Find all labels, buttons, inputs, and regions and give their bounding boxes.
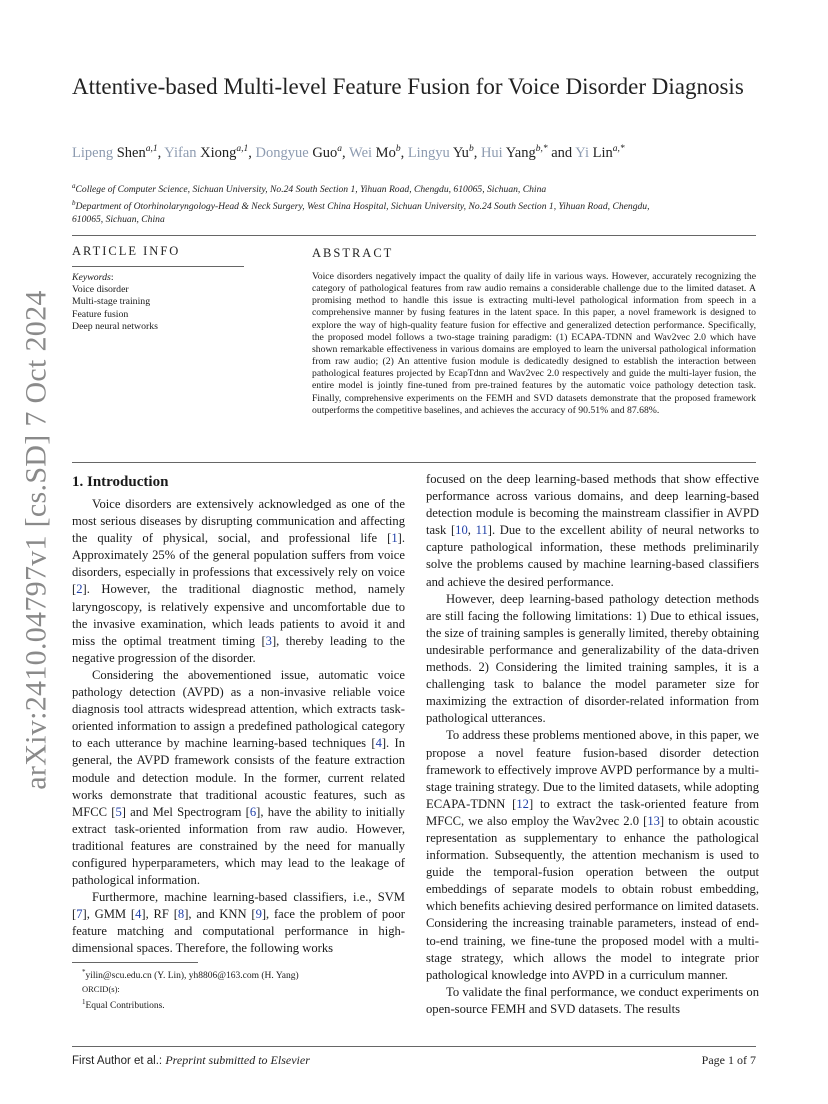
keywords-block: Keywords: Voice disorder Multi-stage training Feature fusion Deep neural networks [72,272,247,333]
footnote [82,996,412,1013]
author[interactable] [256,145,343,161]
author[interactable] [164,145,248,161]
footnote-text: yilin@scu.edu.cn (Y. Lin), yh8806@163.com (H. Yang) [85,971,299,982]
article-info-underline [72,266,244,267]
author-given-name: Lipeng [72,144,114,161]
section-title: 1. Introduction [72,474,169,490]
author-family-name: Yu [452,144,469,161]
author-family-name: Yang [505,144,536,161]
author-family-name: Guo [312,144,338,161]
author-family-name: Lin [592,144,613,161]
abstract-text: Voice disorders negatively impact the quality of daily life in various ways. However, accurately recognizing the category of pathological features from raw audio remains a considerable challenge due to the limited dataset. A promising method to handle this issue is extracting multi-level pathological information from speech in a comprehensive manner by fusing features in the latent space. In this paper, a novel framework is designed to explore the way of high-quality feature fusion for effective and generalized detection performance. Specifically, the proposed model follows a two-stage training paradigm: (1) ECAPA-TDNN and Wav2vec 2.0 which have shown remarkable effectiveness in various domains are employed to learn the universal pathological information from raw audio; (2) An attentive fusion module is dedicatedly designed to establish the interaction between pathological features projected by EcapTdnn and Wav2vec 2.0 respectively and guide the multi-layer fusion, the entire model is jointly fine-tuned from pre-trained features by the automatic voice pathology detection task. Finally, comprehensive experiments on the FEMH and SVD datasets demonstrate that the proposed framework outperforms the competitive baselines, and achieves the accuracy of 90.51% and 87.68%. [312,271,756,416]
paragraph: Furthermore, machine learning-based classifiers, i.e., SVM [7], GMM [4], RF [8], and KNN [9], face the problem of poor feature matching and computational performance in high-dimensional spaces. Therefore, the following works [72,890,406,956]
author-given-name: Wei [349,144,373,161]
citation-link[interactable]: 5 [115,804,122,819]
article-info-heading: ARTICLE INFO [72,244,181,258]
author[interactable] [349,145,401,161]
footnote-text: Equal Contributions. [85,1001,165,1012]
citation-link[interactable]: 8 [177,907,185,922]
citation-link[interactable]: 3 [265,633,272,648]
citation-link[interactable]: 13 [647,813,660,828]
author[interactable] [481,145,548,161]
author-list: Lipeng Shen$^{a,1}$, Yifan Xiong$^{a,1}$, Dongyue Guo$^a$, Wei Mo$^b$, Lingyu Yu$^b$, Hui Yang$^{b,*}$ and Yi Lin$^{a,*}$ [72,144,625,161]
keyword: Feature fusion [72,308,129,320]
page-number: Page 1 of 7 [701,1053,756,1067]
affiliation-text: College of Computer Science, Sichuan University, No.24 South Section 1, Yihuan Road, Chengdu, 610065, Sichuan, China [75,184,547,196]
affiliation-mark: b [72,199,76,208]
citation-link[interactable]: 1 [391,531,398,546]
arxiv-stamp [12,290,62,790]
footnote-text: ORCID(s): [82,983,120,994]
body-column-right [426,471,759,1018]
citation-link[interactable]: 10 [455,523,468,538]
paragraph: However, deep learning-based pathology detection methods are still facing the following limitations: 1) Due to ethical issues, the size of training samples is generally limited, thereby obtaining undesirable performance and generalizability of the data-driven methods. 2) Considering the limited training samples, it is a challenging task to balance the model parameter size for maximizing the extraction of disorder-related information from pathological utterances. [426,591,759,726]
footnote [82,983,412,997]
header-divider [72,235,756,236]
author-given-name: Lingyu [407,144,450,161]
abstract-divider [72,462,756,463]
author-given-name: Dongyue [255,144,309,161]
citation-link[interactable]: 2 [76,582,83,597]
author-affil-mark: a [337,144,343,154]
author-affil-mark: b,* [535,144,548,154]
author-family-name: Shen [116,144,146,161]
body-column-left [72,472,405,958]
keyword: Multi-stage training [72,296,151,308]
keyword: Voice disorder [72,284,129,296]
footer-divider [72,1046,756,1047]
author-given-name: Hui [480,144,503,161]
affiliation [72,180,682,196]
paragraph: Considering the abovementioned issue, automatic voice pathology detection (AVPD) as a non-invasive reliable voice diagnosis tool attracts widespread attention, which extracts task-oriented information to assign a predefined pathological category to each utterance by machine learning-based techniques [4]. In general, the AVPD framework consists of the feature extraction module and detection module. In the former, current related works demonstrate that traditional acoustic features, such as MFCC [5] and Mel Spectrogram [6], have the ability to initially extract task-oriented information from raw audio. However, traditional features are constrained by the need for manually configured hyperparameters, which may lead to the leakage of pathological information. [72,667,405,888]
keyword: Deep neural networks [72,320,158,332]
footer-author-prefix: First Author et al.: [72,1055,166,1067]
paragraph: Voice disorders are extensively acknowledged as one of the most serious diseases by disrupting communication and affecting the quality of physical, social, and professional life [1]. Approximately 25% of the general population suffers from voice disorders, especially in professions that excessively rely on voice [2]. However, the traditional diagnostic method, namely laryngoscopy, is relatively expensive and uncomfortable due to the invasive examination, which leads patients to avoid it and miss the optimal treatment timing [3], thereby leading to the negative progression of the disorder. [72,497,405,665]
keywords-label: Keywords [72,272,111,283]
citation-link[interactable]: 7 [76,907,83,922]
affiliation [72,197,682,226]
affiliation-text: Department of Otorhinolaryngology-Head & Neck Surgery, West China Hospital, Sichuan University, No.24 South Section 1, Yihuan Road, Chengdu, 610065, Sichuan, China [72,201,650,225]
citation-link[interactable]: 4 [135,907,142,922]
footnote-rule [72,962,198,963]
paragraph: focused on the deep learning-based methods that show effective performance across various domains, and deep learning-based detection module is becoming the mainstream classifier in AVPD task [10, 11]. Due to the excellent ability of neural networks to capture pathological information, these methods preliminarily solve the problems caused by machine learning-based classifiers and achieve the desired performance. [426,472,759,589]
paper-title: Attentive-based Multi-level Feature Fusion for Voice Disorder Diagnosis [72,74,744,99]
footer-author [72,1053,310,1068]
abstract-heading: ABSTRACT [312,246,394,260]
affiliations [72,180,682,227]
arxiv-stamp-text: arXiv:2410.04797v1 [cs.SD] 7 Oct 2024 [20,290,54,790]
author[interactable] [72,145,158,161]
footnote [82,966,412,983]
paragraph: To validate the final performance, we conduct experiments on open-source FEMH and SVD datasets. The results [426,984,759,1016]
author-given-name: Yi [575,144,589,161]
citation-link[interactable]: 12 [516,796,529,811]
author-given-name: Yifan [164,144,197,161]
author-affil-mark: a,1 [145,144,158,154]
author-affil-mark: a,1 [236,144,249,154]
footnote-mark: * [82,968,86,976]
author-family-name: Xiong [200,144,237,161]
paragraph: To address these problems mentioned above, in this paper, we propose a novel feature fusion-based disorder detection framework to effectively improve AVPD performance by a multi-stage training strategy. Due to the limited datasets, while adopting ECAPA-TDNN [12] to extract the task-oriented feature from MFCC, we also employ the Wav2vec 2.0 [13] to obtain acoustic representation as supplementary to enhance the pathological information. Subsequently, the attention mechanism is used to guide the temporal-fusion operation between the output embeddings of separate models to obtain robust embedding, which benefits achieving desired performance on limited datasets. Considering the increasing trainable parameters, instead of end-to-end training, we fine-tune the proposed model with a multi-stage strategy, which allows the model to integrate prior pathological knowledge into AVPD in a curriculum manner. [426,728,759,982]
author[interactable] [408,145,474,161]
footnote-mark: 1 [82,998,86,1007]
footer-venue: Preprint submitted to Elsevier [165,1053,310,1067]
author-affil-mark: b [395,144,401,154]
author-affil-mark: a,* [612,144,625,154]
citation-link[interactable]: 11 [475,523,488,538]
author-family-name: Mo [375,144,396,161]
citation-link[interactable]: 9 [255,907,262,922]
footnotes [82,966,412,1013]
affiliation-mark: a [72,182,76,190]
author[interactable] [575,145,624,161]
citation-link[interactable]: 6 [249,804,257,819]
author-affil-mark: b [468,144,474,154]
citation-link[interactable]: 4 [375,736,382,751]
